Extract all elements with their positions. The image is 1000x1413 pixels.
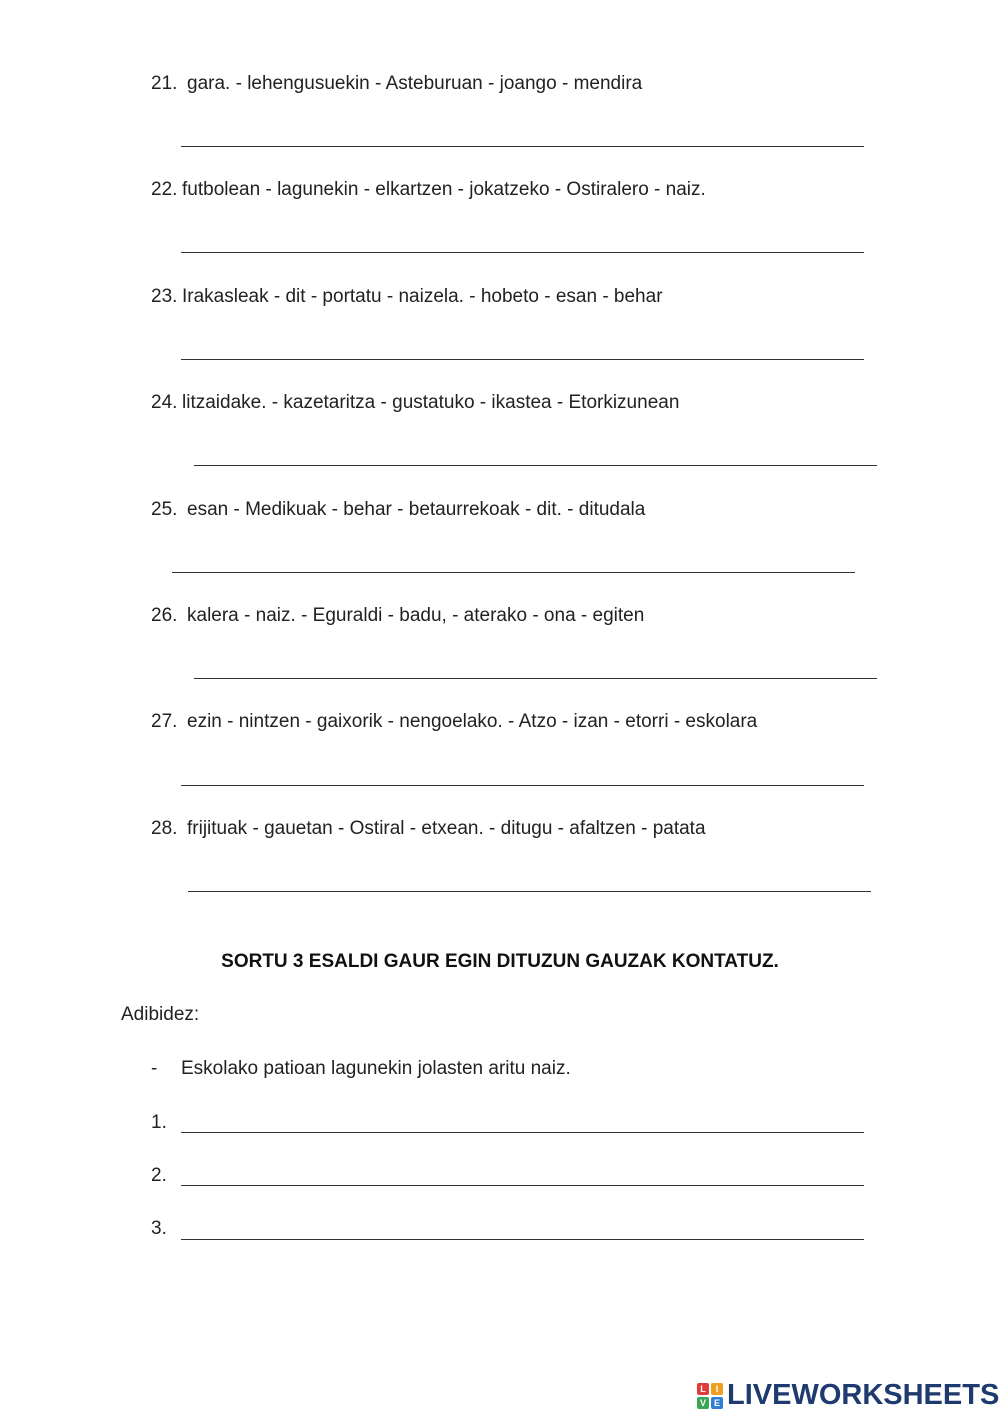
logo-tile: V	[697, 1397, 709, 1409]
exercise-words: kalera - naiz. - Eguraldi - badu, - aterako - ona - egiten	[187, 605, 645, 626]
example-bullet: -	[151, 1058, 158, 1079]
answer-line-3[interactable]	[181, 1239, 864, 1240]
answer-line-22[interactable]	[181, 252, 864, 253]
exercise-number: 21.	[151, 73, 178, 94]
exercise-words: esan - Medikuak - behar - betaurrekoak - dit. - ditudala	[187, 499, 646, 520]
answer-line-26[interactable]	[194, 678, 877, 679]
answer-line-24[interactable]	[194, 465, 877, 466]
exercise-words: futbolean - lagunekin - elkartzen - jokatzeko - Ostiralero - naiz.	[182, 179, 706, 200]
logo-tile: I	[711, 1383, 723, 1395]
exercise-number: 27.	[151, 711, 178, 732]
exercise-words: frijituak - gauetan - Ostiral - etxean. - ditugu - afaltzen - patata	[187, 818, 706, 839]
exercise-number: 24.	[151, 392, 178, 413]
logo-icon	[697, 1383, 723, 1409]
exercise-21	[151, 73, 642, 95]
exercise-words: gara. - lehengusuekin - Asteburuan - joango - mendira	[187, 73, 643, 94]
exercise-number: 23.	[151, 286, 178, 307]
exercise-27	[151, 711, 757, 733]
exercise-25	[151, 499, 645, 521]
exercise-number: 26.	[151, 605, 178, 626]
answer-line-27[interactable]	[181, 785, 864, 786]
section-heading: SORTU 3 ESALDI GAUR EGIN DITUZUN GAUZAK KONTATUZ.	[221, 951, 779, 972]
liveworksheets-logo	[697, 1379, 999, 1412]
answer-line-28[interactable]	[188, 891, 871, 892]
answer-line-23[interactable]	[181, 359, 864, 360]
exercise-number: 25.	[151, 499, 178, 520]
logo-tile: E	[711, 1397, 723, 1409]
answer-line-2[interactable]	[181, 1185, 864, 1186]
exercise-words: litzaidake. - kazetaritza - gustatuko - ikastea - Etorkizunean	[182, 392, 680, 413]
logo-tile: L	[697, 1383, 709, 1395]
exercise-words: ezin - nintzen - gaixorik - nengoelako. - Atzo - izan - etorri - eskolara	[187, 711, 758, 732]
exercise-number: 22.	[151, 179, 178, 200]
answer-line-25[interactable]	[172, 572, 855, 573]
answer-number-1: 1.	[151, 1112, 167, 1133]
exercise-22	[151, 179, 706, 201]
answer-number-2: 2.	[151, 1165, 167, 1186]
exercise-24	[151, 392, 679, 414]
answer-number-3: 3.	[151, 1218, 167, 1239]
exercise-23	[151, 286, 663, 308]
answer-line-1[interactable]	[181, 1132, 864, 1133]
answer-line-21[interactable]	[181, 146, 864, 147]
exercise-28	[151, 818, 706, 840]
exercise-number: 28.	[151, 818, 178, 839]
example-text: Eskolako patioan lagunekin jolasten aritu naiz.	[181, 1058, 571, 1079]
exercise-words: Irakasleak - dit - portatu - naizela. - hobeto - esan - behar	[182, 286, 663, 307]
exercise-26	[151, 605, 644, 627]
example-label: Adibidez:	[121, 1004, 200, 1025]
logo-text: LIVEWORKSHEETS	[727, 1379, 1000, 1411]
example-sentence	[151, 1058, 571, 1080]
